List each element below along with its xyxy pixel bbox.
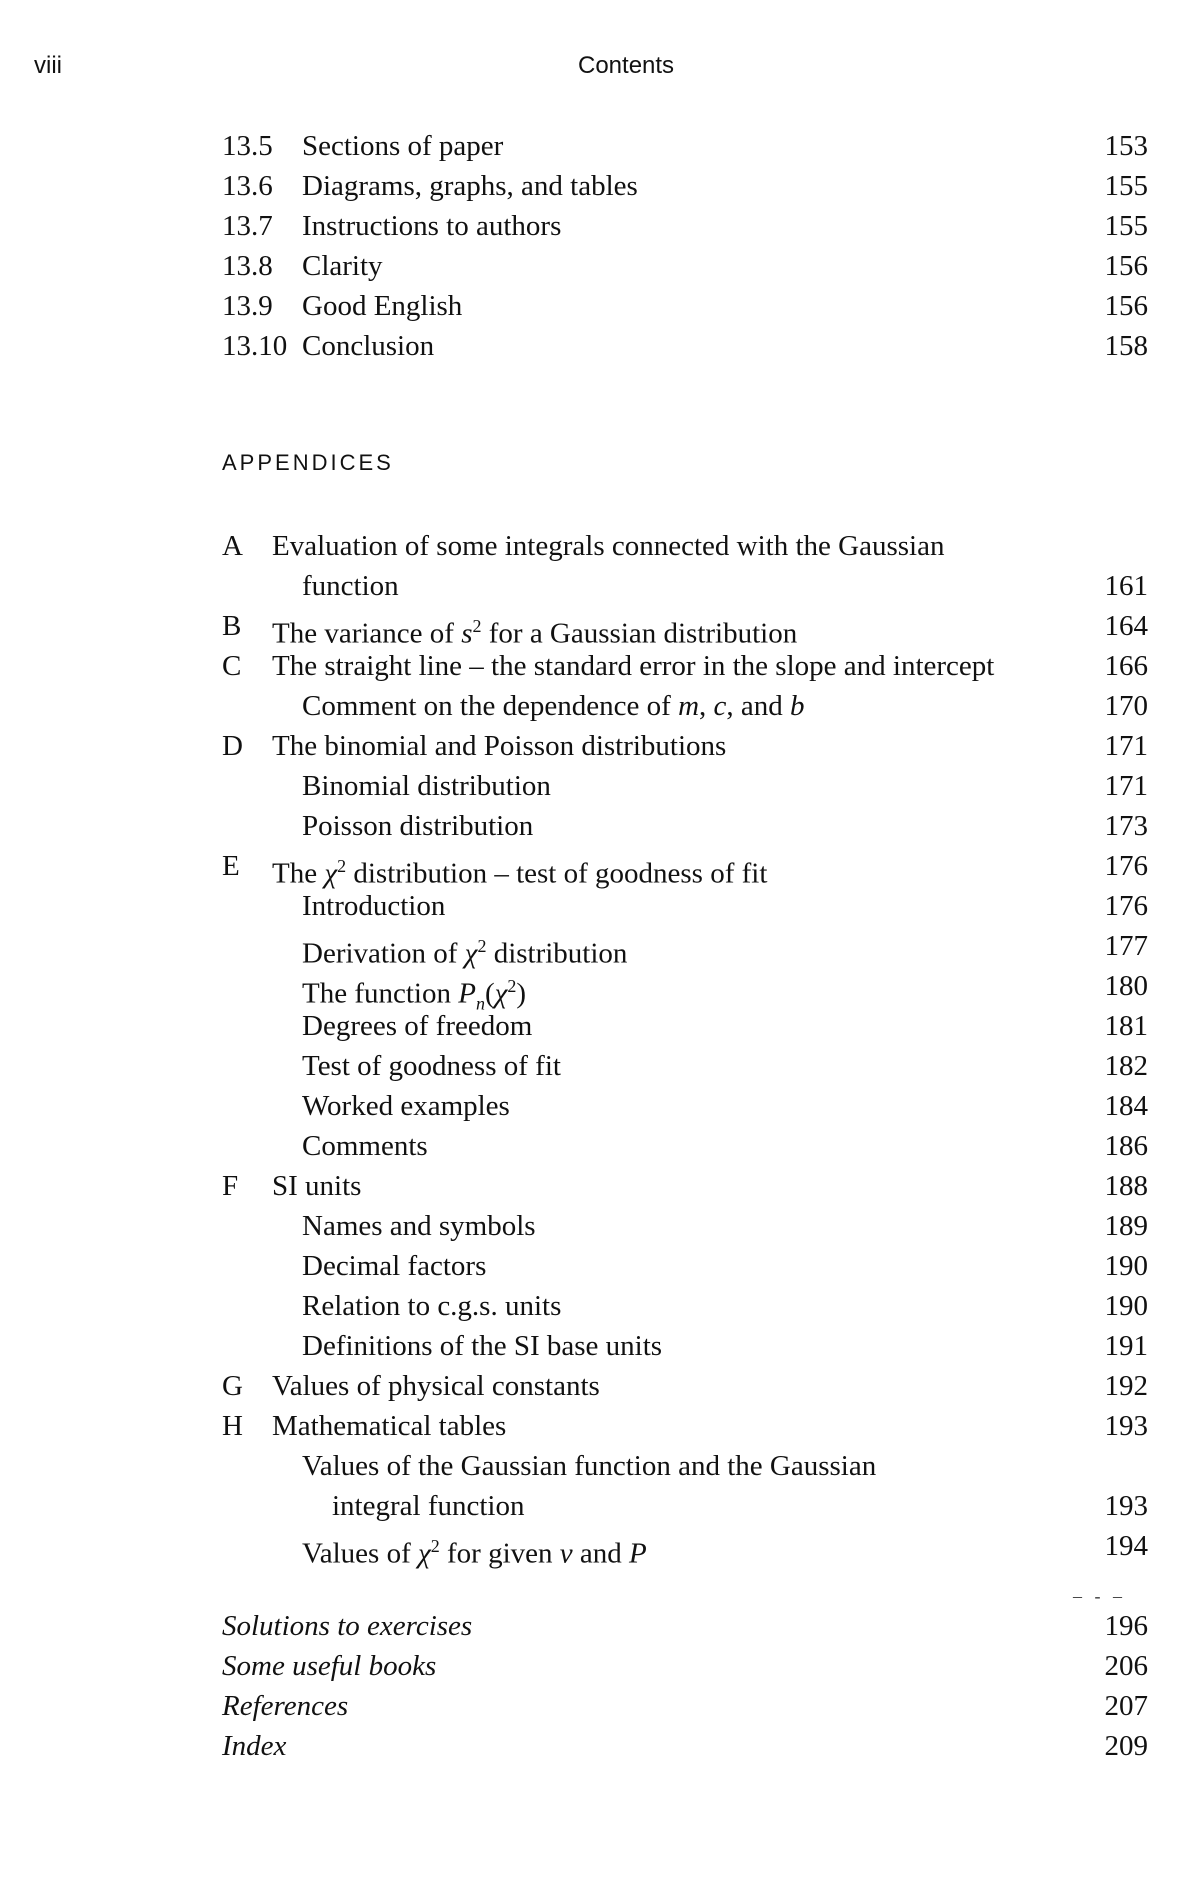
page-number: 182 [1104, 1050, 1148, 1082]
entry-title: Values of $\chi^2$ for given ν and P [302, 1536, 647, 1570]
entry-title: Values of the Gaussian function and the Gaussian [302, 1450, 877, 1482]
page-number: 181 [1104, 1010, 1148, 1042]
page-number: 158 [1104, 330, 1148, 362]
toc-entry-13-5[interactable] [0, 126, 1148, 166]
entry-title: The straight line – the standard error in the slope and intercept [272, 650, 995, 682]
page-number: 171 [1104, 770, 1148, 802]
entry-title: Worked examples [302, 1090, 510, 1122]
appendix-f-sub[interactable] [0, 1286, 1148, 1326]
toc-entry-13-9[interactable] [0, 286, 1148, 326]
entry-title: Solutions to exercises [222, 1610, 473, 1642]
page-number: 184 [1104, 1090, 1148, 1122]
appendix-h-sub[interactable] [0, 1526, 1148, 1570]
appendix-h-sub-line2[interactable] [0, 1486, 1148, 1526]
section-number: 13.10 [222, 330, 288, 362]
page-number: 209 [1104, 1730, 1148, 1762]
appendix-h[interactable] [0, 1406, 1148, 1446]
section-number: 13.9 [222, 290, 273, 322]
page-number: 153 [1104, 130, 1148, 162]
appendix-c[interactable] [0, 646, 1148, 686]
page-number: 173 [1104, 810, 1148, 842]
entry-title: The $\chi^2$ distribution – test of goodness of fit [272, 856, 768, 890]
entry-title: Definitions of the SI base units [302, 1330, 663, 1362]
page-number: 193 [1104, 1490, 1148, 1522]
page-number: 156 [1104, 290, 1148, 322]
entry-title: Test of goodness of fit [302, 1050, 561, 1082]
page-number: 170 [1104, 690, 1148, 722]
appendix-h-sub-line1[interactable] [0, 1446, 1148, 1486]
entry-title: Conclusion [302, 330, 435, 362]
back-matter-solutions[interactable] [0, 1606, 1148, 1646]
appendix-a-line2[interactable] [0, 566, 1148, 606]
appendix-e-sub[interactable] [0, 966, 1148, 1014]
entry-title: The function $P_n(\chi^2)$ [302, 976, 527, 1014]
entry-title: Poisson distribution [302, 810, 534, 842]
entry-title: Sections of paper [302, 130, 504, 162]
entry-title: Some useful books [222, 1650, 437, 1682]
appendix-e-sub[interactable] [0, 1046, 1148, 1086]
entry-title: Clarity [302, 250, 383, 282]
entry-title: Mathematical tables [272, 1410, 507, 1442]
entry-title: Decimal factors [302, 1250, 487, 1282]
entry-title: Relation to c.g.s. units [302, 1290, 562, 1322]
entry-title: Derivation of $\chi^2$ distribution [302, 936, 628, 970]
entry-title: Values of physical constants [272, 1370, 600, 1402]
appendix-letter: C [222, 650, 242, 682]
page-number: 190 [1104, 1290, 1148, 1322]
appendix-d-sub[interactable] [0, 766, 1148, 806]
appendix-e[interactable] [0, 846, 1148, 890]
entry-title: SI units [272, 1170, 362, 1202]
appendix-f-sub[interactable] [0, 1206, 1148, 1246]
page-number: 166 [1104, 650, 1148, 682]
page-number: 193 [1104, 1410, 1148, 1442]
section-number: 13.7 [222, 210, 273, 242]
appendices-heading: APPENDICES [222, 450, 394, 475]
page-number: 196 [1104, 1610, 1148, 1642]
page-number: 207 [1104, 1690, 1148, 1722]
appendix-letter: H [222, 1410, 243, 1442]
appendix-letter: F [222, 1170, 239, 1202]
page-number: 186 [1104, 1130, 1148, 1162]
page-number: 180 [1104, 970, 1148, 1002]
page-number: 206 [1104, 1650, 1148, 1682]
appendix-e-sub[interactable] [0, 1086, 1148, 1126]
entry-title-continued: integral function [332, 1490, 525, 1522]
entry-title: The variance of $s^2$ for a Gaussian distribution [272, 616, 798, 650]
entry-title: Introduction [302, 890, 446, 922]
appendix-d-sub[interactable] [0, 806, 1148, 846]
toc-entry-13-8[interactable] [0, 246, 1148, 286]
entry-title: Instructions to authors [302, 210, 562, 242]
page-number: 155 [1104, 170, 1148, 202]
entry-title: Comments [302, 1130, 428, 1162]
appendix-f-sub[interactable] [0, 1246, 1148, 1286]
appendix-f-sub[interactable] [0, 1326, 1148, 1366]
page-number: 164 [1104, 610, 1148, 642]
appendix-letter: G [222, 1370, 243, 1402]
entry-title: Good English [302, 290, 463, 322]
appendix-e-sub[interactable] [0, 1126, 1148, 1166]
back-matter-books[interactable] [0, 1646, 1148, 1686]
appendix-letter: A [222, 530, 243, 562]
entry-title: Names and symbols [302, 1210, 536, 1242]
appendix-e-sub[interactable] [0, 886, 1148, 926]
section-number: 13.5 [222, 130, 273, 162]
page-number: 191 [1104, 1330, 1148, 1362]
appendix-letter: D [222, 730, 243, 762]
appendix-c-sub[interactable] [0, 686, 1148, 726]
page-number: 176 [1104, 850, 1148, 882]
entry-title: References [222, 1690, 349, 1722]
toc-entry-13-6[interactable] [0, 166, 1148, 206]
toc-entry-13-10[interactable] [0, 326, 1148, 366]
entry-title: Degrees of freedom [302, 1010, 533, 1042]
toc-entry-13-7[interactable] [0, 206, 1148, 246]
entry-title: Evaluation of some integrals connected with the Gaussian [272, 530, 945, 562]
running-head: Contents [578, 52, 675, 79]
page-number: 177 [1104, 930, 1148, 962]
page-number: 161 [1104, 570, 1148, 602]
appendix-e-sub[interactable] [0, 926, 1148, 970]
appendix-d[interactable] [0, 726, 1148, 766]
entry-title: Comment on the dependence of m, c, and b [302, 690, 805, 722]
page-number: 189 [1104, 1210, 1148, 1242]
appendix-a-line1[interactable] [0, 526, 1148, 566]
page-number: 190 [1104, 1250, 1148, 1282]
print-mark: – - – [1073, 1586, 1126, 1606]
entry-title: Index [222, 1730, 287, 1762]
page-number: 192 [1104, 1370, 1148, 1402]
appendix-letter: B [222, 610, 242, 642]
back-matter-references[interactable] [0, 1686, 1148, 1726]
section-number: 13.8 [222, 250, 273, 282]
appendix-f[interactable] [0, 1166, 1148, 1206]
entry-title-continued: function [302, 570, 399, 602]
section-number: 13.6 [222, 170, 273, 202]
folio: viii [34, 52, 62, 79]
appendix-e-sub[interactable] [0, 1006, 1148, 1046]
appendix-letter: E [222, 850, 240, 882]
entry-title: Diagrams, graphs, and tables [302, 170, 638, 202]
entry-title: Binomial distribution [302, 770, 551, 802]
page-number: 155 [1104, 210, 1148, 242]
page-number: 176 [1104, 890, 1148, 922]
page-number: 194 [1104, 1530, 1148, 1562]
entry-title: The binomial and Poisson distributions [272, 730, 727, 762]
back-matter-index[interactable] [0, 1726, 1148, 1766]
page-number: 156 [1104, 250, 1148, 282]
appendix-g[interactable] [0, 1366, 1148, 1406]
page-number: 188 [1104, 1170, 1148, 1202]
appendix-b[interactable] [0, 606, 1148, 650]
page-number: 171 [1104, 730, 1148, 762]
